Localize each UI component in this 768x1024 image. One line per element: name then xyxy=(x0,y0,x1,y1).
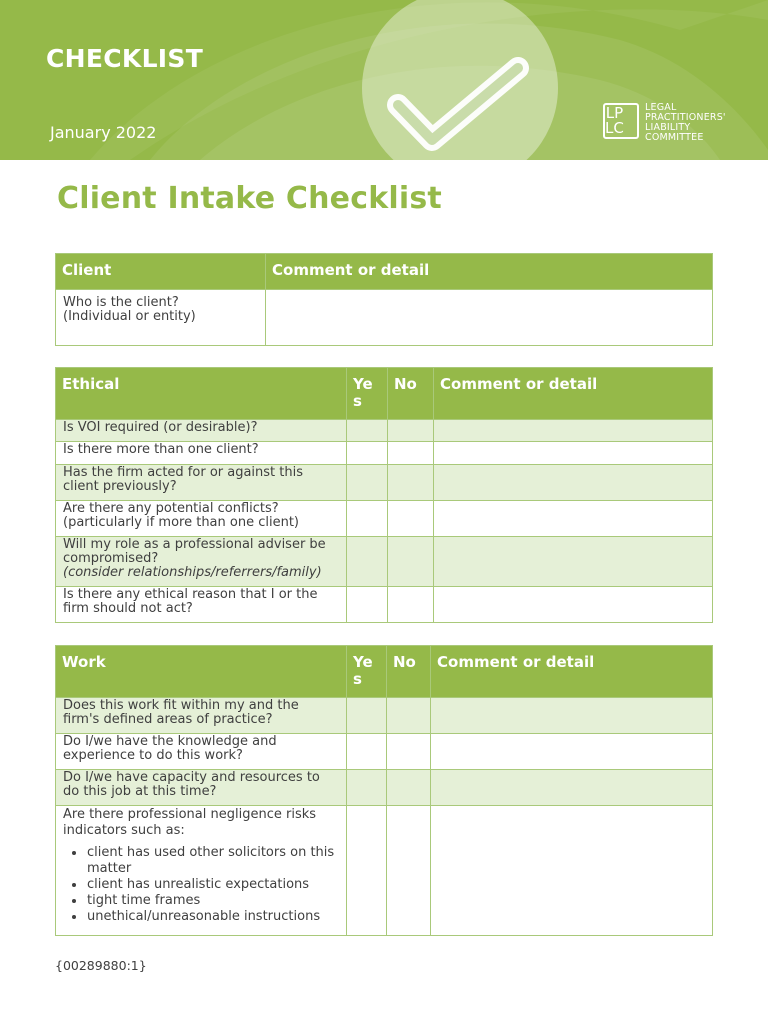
no-cell[interactable] xyxy=(387,698,431,734)
header-banner xyxy=(0,0,768,160)
list-item: • client has unrealistic expectations xyxy=(86,877,339,893)
comment-cell[interactable] xyxy=(431,698,713,734)
no-cell[interactable] xyxy=(388,501,434,537)
yes-cell[interactable] xyxy=(347,420,388,442)
no-cell[interactable] xyxy=(387,770,431,806)
yes-cell[interactable] xyxy=(347,442,388,465)
risk-indicator-list xyxy=(63,845,339,925)
comment-cell[interactable] xyxy=(434,501,713,537)
question-note: (consider relationships/referrers/family) xyxy=(63,565,322,580)
logo-mark-bottom: LC xyxy=(605,119,624,137)
yes-cell[interactable] xyxy=(347,537,388,587)
logo-line: PRACTITIONERS' xyxy=(645,112,726,123)
client-table xyxy=(55,253,713,346)
lplc-logo xyxy=(603,103,726,143)
question-cell: Does this work fit within my and the firm's defined areas of practice? xyxy=(56,698,347,734)
question-cell xyxy=(56,537,347,587)
comment-header: Comment or detail xyxy=(434,368,713,420)
yes-header: Ye s xyxy=(347,368,388,420)
yes-cell[interactable] xyxy=(347,734,387,770)
comment-cell[interactable] xyxy=(434,587,713,623)
comment-cell[interactable] xyxy=(434,537,713,587)
no-cell[interactable] xyxy=(388,465,434,501)
logo-line: COMMITTEE xyxy=(645,132,704,143)
table-row xyxy=(56,806,713,936)
table-row xyxy=(56,698,713,734)
list-item: • unethical/unreasonable instructions xyxy=(86,909,339,925)
ethical-table xyxy=(55,367,713,623)
question-cell: Is there more than one client? xyxy=(56,442,347,465)
question-cell: Has the firm acted for or against this client previously? xyxy=(56,465,347,501)
ethical-table-header-row xyxy=(56,368,713,420)
banner-date: January 2022 xyxy=(50,123,157,142)
comment-cell[interactable] xyxy=(266,290,713,346)
table-row xyxy=(56,501,713,537)
client-header: Client xyxy=(56,254,266,290)
yes-cell[interactable] xyxy=(347,465,388,501)
question-cell xyxy=(56,806,347,936)
ethical-header: Ethical xyxy=(56,368,347,420)
lplc-logo-text xyxy=(645,103,726,143)
no-cell[interactable] xyxy=(387,806,431,936)
no-cell[interactable] xyxy=(388,420,434,442)
table-row xyxy=(56,290,713,346)
work-table-header-row xyxy=(56,646,713,698)
no-cell[interactable] xyxy=(388,587,434,623)
document-title: Client Intake Checklist xyxy=(57,181,442,216)
yes-cell[interactable] xyxy=(347,587,388,623)
yes-cell[interactable] xyxy=(347,698,387,734)
comment-cell[interactable] xyxy=(434,465,713,501)
work-table xyxy=(55,645,713,936)
question-cell: Is there any ethical reason that I or the firm should not act? xyxy=(56,587,347,623)
document-reference: {00289880:1} xyxy=(55,958,147,973)
yes-cell[interactable] xyxy=(347,806,387,936)
no-cell[interactable] xyxy=(388,442,434,465)
no-cell[interactable] xyxy=(387,734,431,770)
client-table-header-row xyxy=(56,254,713,290)
question-subtext: (Individual or entity) xyxy=(63,309,196,324)
work-header: Work xyxy=(56,646,347,698)
comment-cell[interactable] xyxy=(431,734,713,770)
logo-line: LEGAL xyxy=(645,102,677,113)
comment-cell[interactable] xyxy=(434,442,713,465)
check-circle-background xyxy=(362,0,558,160)
table-row xyxy=(56,420,713,442)
comment-header: Comment or detail xyxy=(431,646,713,698)
comment-cell[interactable] xyxy=(431,806,713,936)
question-cell: Do I/we have capacity and resources to do this job at this time? xyxy=(56,770,347,806)
no-header: No xyxy=(387,646,431,698)
list-item: • client has used other solicitors on this matter xyxy=(86,845,339,877)
question-cell: Are there any potential conflicts? (particularly if more than one client) xyxy=(56,501,347,537)
list-item: • tight time frames xyxy=(86,893,339,909)
comment-cell[interactable] xyxy=(434,420,713,442)
question-cell xyxy=(56,290,266,346)
yes-header: Ye s xyxy=(347,646,387,698)
question-cell: Do I/we have the knowledge and experience to do this work? xyxy=(56,734,347,770)
question-text: Are there professional negligence risks indicators such as: xyxy=(63,807,317,838)
table-row xyxy=(56,734,713,770)
table-row xyxy=(56,442,713,465)
comment-header: Comment or detail xyxy=(266,254,713,290)
logo-line: LIABILITY xyxy=(645,122,691,133)
yes-cell[interactable] xyxy=(347,501,388,537)
logo-mark-top: LP xyxy=(605,104,624,122)
table-row xyxy=(56,465,713,501)
lplc-logo-mark xyxy=(603,103,639,139)
banner-title: CHECKLIST xyxy=(46,44,204,73)
table-row xyxy=(56,587,713,623)
no-cell[interactable] xyxy=(388,537,434,587)
question-cell: Is VOI required (or desirable)? xyxy=(56,420,347,442)
table-row xyxy=(56,537,713,587)
yes-cell[interactable] xyxy=(347,770,387,806)
no-header: No xyxy=(388,368,434,420)
question-text: Will my role as a professional adviser be compromised? xyxy=(63,537,326,566)
comment-cell[interactable] xyxy=(431,770,713,806)
question-text: Who is the client? xyxy=(63,295,179,310)
table-row xyxy=(56,770,713,806)
